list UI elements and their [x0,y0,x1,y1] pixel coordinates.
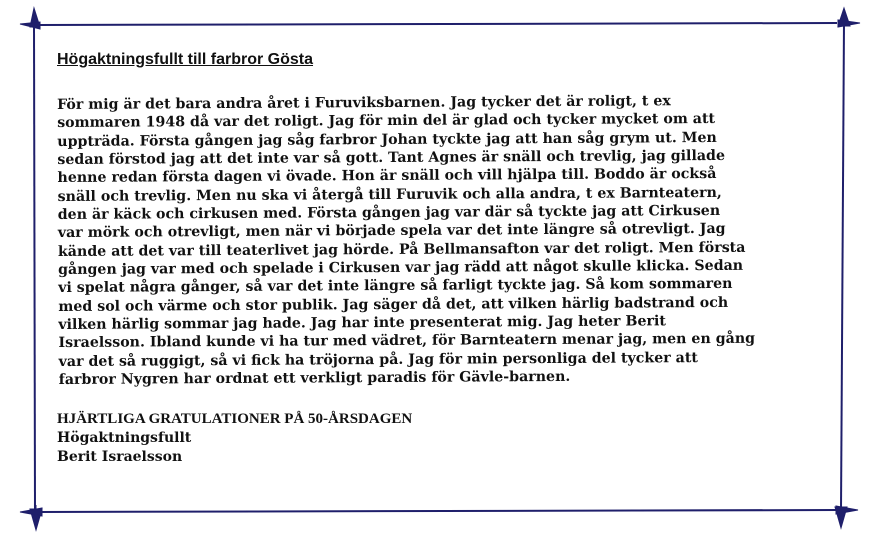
letter-line: gången jag var med och spelade i Cirkusen var jag rädd att något skulle klicka. Sedan [58,257,744,279]
corner-ornament-top-left [20,8,40,30]
border-bottom [38,510,838,512]
salutation: Högaktningsfullt [57,429,192,446]
signature: Berit Israelsson [57,448,183,465]
corner-ornament-bottom-left [20,505,42,530]
border-top [40,23,837,25]
letter-closing [57,410,817,467]
border-right [841,22,844,510]
letter-line: Israelsson. Ibland kunde vi ha tur med vädret, för Barnteatern menar jag, men en gång [58,331,756,352]
border-left [34,25,35,512]
congratulations-line: HJÄRTLIGA GRATULATIONER PÅ 50-ÅRSDAGEN [57,410,413,427]
letter-body [57,91,819,389]
letter-line: vilken härlig sommar jag hade. Jag har inte presenterat mig. Jag heter Berit [58,313,666,334]
letter-line: vi spelat några gånger, så var det inte längre så farligt tyckte jag. Så kom sommaren [58,276,733,297]
letter-line: snäll och trevlig. Men nu ska vi återgå till Furuvik och alla andra, t ex Barnteatern, [57,184,722,205]
letter-line: uppträda. Första gången jag såg farbror Johan tyckte jag att han såg grym ut. Men [57,129,717,150]
corner-ornament-bottom-right [835,503,858,528]
letter-line: med sol och värme och stor publik. Jag säger då det, att vilken härlig badstrand och [58,294,729,315]
letter-line: För mig är det bara andra året i Furuviksbarnen. Jag tycker det är roligt, t ex [57,93,671,113]
letter-line: var det så ruggigt, så vi fick ha tröjorna på. Jag för min personliga del tycker att [58,349,699,370]
letter-line: sommaren 1948 då var det roligt. Jag för min del är glad och tycker mycket om att [57,111,716,132]
letter-line: henne redan första dagen vi övade. Hon är snäll och vill hjälpa till. Boddo är också [57,166,717,187]
letter-heading: Högaktningsfullt till farbror Gösta [57,51,314,68]
letter-line: sedan förstod jag att det inte var så gott. Tant Agnes är snäll och trevlig, jag gillade [57,147,726,169]
letter-line: den är käck och cirkusen med. Första gången jag var där så tyckte jag att Cirkusen [57,203,721,224]
letter-line: kände att det var till teaterlivet jag hörde. På Bellmansafton var det roligt. Men första [57,239,746,260]
letter-line: var mörk och otrevligt, men när vi började spela var det inte längre så otrevligt. Jag [57,221,726,242]
letter [57,50,817,467]
corner-ornament-top-right [838,8,860,30]
letter-line: farbror Nygren har ordnat ett verkligt paradis för Gävle-barnen. [58,369,571,389]
